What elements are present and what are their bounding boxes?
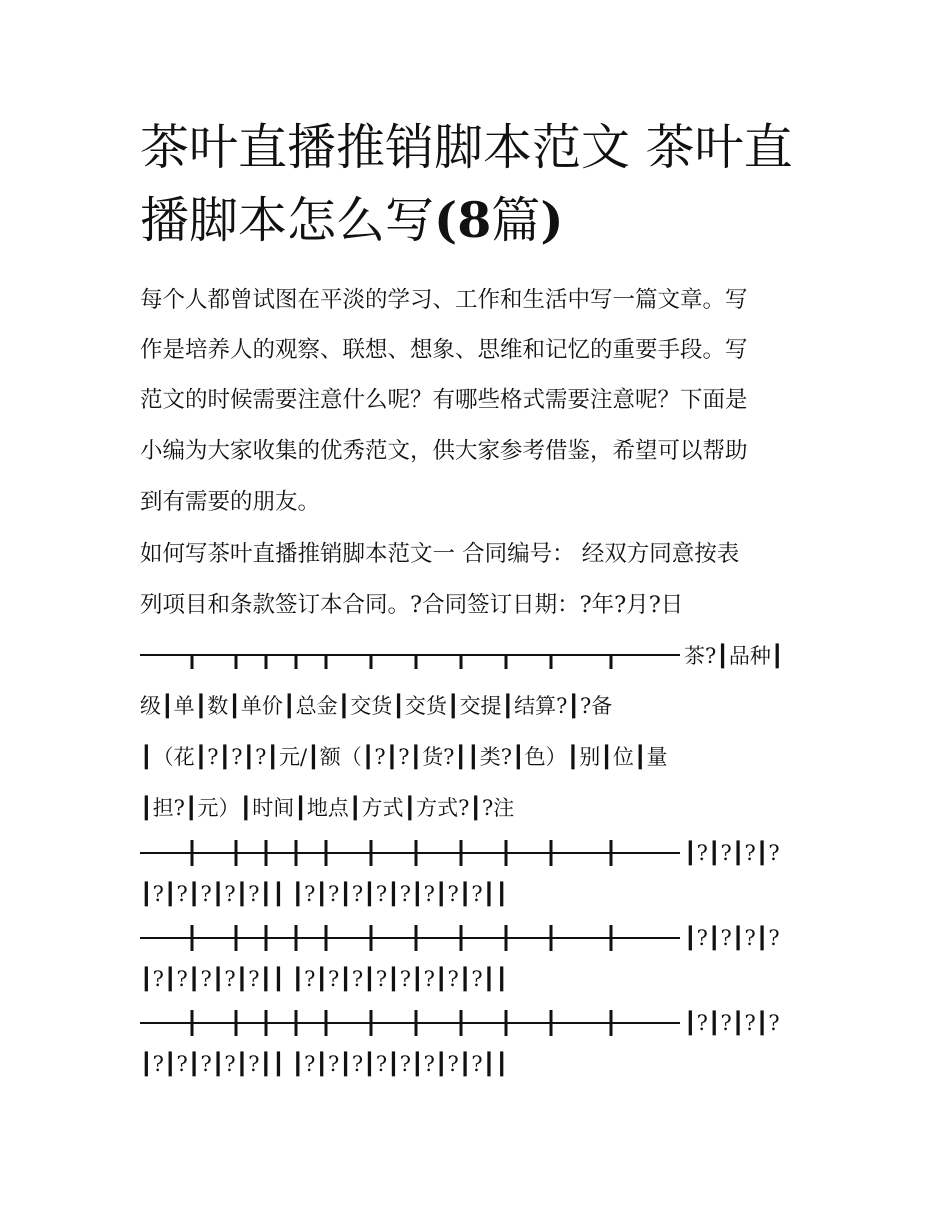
table-row-5-tail: ┃?┃?┃?┃? — [684, 841, 780, 865]
table-row-7-tail: ┃?┃?┃?┃? — [684, 926, 780, 950]
table-row-1-tail: 茶?┃品种┃ — [684, 644, 784, 668]
intro-line-3: 范文的时候需要注意什么呢？有哪些格式需要注意呢？下面是 — [140, 387, 748, 413]
table-row-3: ┃（花┃?┃?┃?┃元/┃额（┃?┃?┃货?┃┃类?┃色）┃别┃位┃量 — [140, 745, 668, 769]
table-rule-2 — [140, 838, 680, 868]
intro-line-2: 作是培养人的观察、联想、想象、思维和记忆的重要手段。写 — [140, 337, 748, 363]
title-line-2: 播脚本怎么写(8篇) — [140, 191, 564, 249]
table-rule-4 — [140, 1008, 680, 1038]
intro-line-4: 小编为大家收集的优秀范文，供大家参考借鉴，希望可以帮助 — [140, 438, 748, 464]
table-row-6: ┃?┃?┃?┃?┃?┃┃ ┃?┃?┃?┃?┃?┃?┃?┃?┃┃ — [140, 882, 508, 906]
document-title — [140, 112, 820, 257]
intro-line-5: 到有需要的朋友。 — [140, 489, 321, 515]
table-row-4: ┃担?┃元）┃时间┃地点┃方式┃方式?┃?注 — [140, 796, 515, 820]
table-rule-1 — [140, 645, 680, 671]
table-rule-svg — [140, 1008, 680, 1038]
table-rule-svg — [140, 923, 680, 953]
table-rule-svg — [140, 838, 680, 868]
table-row-2: 级┃单┃数┃单价┃总金┃交货┃交货┃交提┃结算?┃?备 — [140, 694, 613, 718]
table-rule-3 — [140, 923, 680, 953]
table-row-10: ┃?┃?┃?┃?┃?┃┃ ┃?┃?┃?┃?┃?┃?┃?┃?┃┃ — [140, 1052, 508, 1076]
title-line-1: 茶叶直播推销脚本范文 茶叶直 — [140, 119, 793, 176]
table-row-8: ┃?┃?┃?┃?┃?┃┃ ┃?┃?┃?┃?┃?┃?┃?┃?┃┃ — [140, 967, 508, 991]
contract-line-2: 列项目和条款签订本合同。?合同签订日期：?年?月?日 — [140, 592, 684, 618]
table-rule-svg — [140, 645, 680, 671]
contract-line-1: 如何写茶叶直播推销脚本范文一 合同编号： 经双方同意按表 — [140, 541, 740, 567]
table-row-9-tail: ┃?┃?┃?┃? — [684, 1011, 780, 1035]
intro-line-1: 每个人都曾试图在平淡的学习、工作和生活中写一篇文章。写 — [140, 287, 748, 313]
